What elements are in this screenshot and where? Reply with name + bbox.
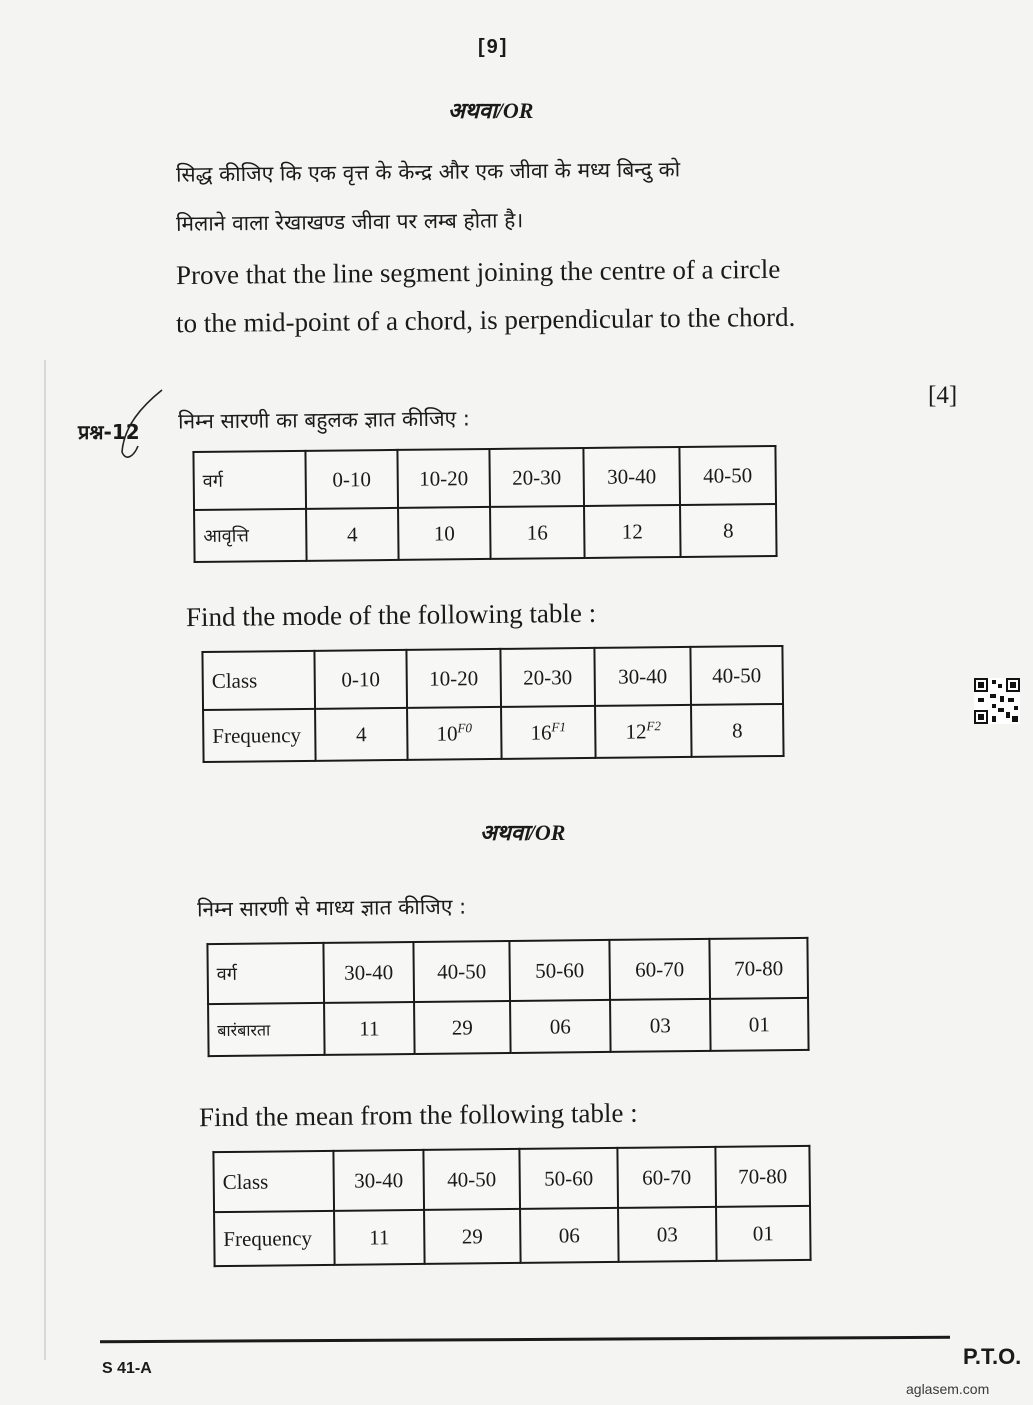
paper-code: S 41-A [102, 1360, 152, 1374]
table-cell: 03 [618, 1207, 717, 1262]
table-cell: 06 [520, 1208, 619, 1263]
table-row [208, 998, 809, 1056]
table-cell: 20-30 [489, 448, 584, 507]
handwritten-tick-mark [112, 386, 172, 466]
table-row [213, 1146, 810, 1212]
table-cell: 20-30 [500, 648, 595, 707]
table-row [202, 646, 783, 710]
page-number: [9] [478, 36, 509, 58]
table-row-label: Frequency [203, 709, 316, 762]
hindi-question-text: निम्न सारणी से माध्य ज्ञात कीजिए : [196, 894, 467, 922]
table-row-label: Class [213, 1151, 334, 1212]
cell-value: 10 [436, 721, 458, 746]
pto-label: P.T.O. [963, 1344, 1022, 1369]
page-margin-shadow [44, 360, 46, 1360]
table-row [193, 446, 776, 510]
mean-table-hindi [206, 937, 809, 1057]
table-cell: 8 [680, 504, 777, 557]
cell-value: 16 [530, 720, 552, 745]
table-cell: 29 [414, 1001, 511, 1054]
table-cell [407, 707, 502, 760]
table-row [203, 704, 784, 762]
english-question-text: to the mid-point of a chord, is perpendicular to the chord. [175, 301, 796, 339]
qr-code [974, 678, 1020, 724]
table-cell: 30-40 [583, 447, 680, 506]
table-cell: 40-50 [679, 446, 776, 505]
english-question-text: Find the mean from the following table : [198, 1097, 638, 1133]
mean-table-english [212, 1145, 811, 1267]
table-row-label: Frequency [214, 1211, 335, 1266]
table-cell: 10-20 [406, 649, 501, 708]
table-cell: 4 [306, 508, 399, 561]
handwritten-annotation: F0 [457, 720, 473, 736]
cell-value: 4 [355, 722, 367, 747]
or-heading: अथवा/OR [448, 98, 534, 123]
hindi-question-text: मिलाने वाला रेखाखण्ड जीवा पर लम्ब होता है। [175, 208, 524, 236]
table-row-label: वर्ग [193, 451, 306, 510]
or-heading: अथवा/OR [480, 820, 566, 845]
table-cell: 40-50 [413, 941, 510, 1002]
marks-label: [4] [928, 382, 958, 409]
table-cell: 06 [510, 1000, 611, 1053]
hindi-question-text: निम्न सारणी का बहुलक ज्ञात कीजिए : [177, 406, 471, 434]
table-cell: 40-50 [423, 1149, 520, 1210]
table-cell: 01 [716, 1206, 811, 1261]
watermark-text: aglasem.com [906, 1381, 990, 1397]
table-cell [595, 705, 692, 758]
table-row [214, 1206, 811, 1266]
mode-table-hindi [192, 445, 777, 563]
table-cell: 70-80 [715, 1146, 810, 1207]
handwritten-annotation: F1 [551, 719, 567, 735]
table-cell: 0-10 [305, 450, 398, 509]
table-cell [691, 704, 784, 757]
handwritten-annotation: F2 [646, 718, 662, 734]
cell-value: 8 [731, 718, 743, 743]
table-cell: 10 [398, 507, 491, 560]
table-row [194, 504, 777, 562]
table-row [207, 938, 808, 1004]
table-cell: 60-70 [617, 1147, 716, 1208]
english-question-text: Find the mode of the following table : [185, 597, 597, 633]
table-cell [501, 706, 596, 759]
mode-table-english [201, 645, 784, 763]
english-question-text: Prove that the line segment joining the centre of a circle [175, 253, 781, 291]
table-cell: 30-40 [594, 647, 691, 706]
question-number: प्रश्न-12 [78, 420, 140, 444]
footer-divider [100, 1336, 950, 1343]
table-cell: 30-40 [333, 1150, 424, 1211]
table-row-label: आवृत्ति [194, 509, 307, 562]
table-cell: 70-80 [709, 938, 808, 999]
table-cell: 40-50 [690, 646, 783, 705]
table-cell: 29 [424, 1209, 521, 1264]
table-cell: 16 [490, 506, 585, 559]
hindi-question-text: सिद्ध कीजिए कि एक वृत्त के केन्द्र और एक जीवा के मध्य बिन्दु को [175, 157, 681, 187]
table-row-label: Class [202, 651, 315, 710]
cell-value: 12 [625, 719, 647, 744]
table-cell: 0-10 [314, 650, 407, 709]
table-cell: 10-20 [397, 449, 490, 508]
table-cell: 11 [324, 1002, 415, 1055]
table-cell: 12 [584, 505, 681, 558]
table-row-label: बारंबारता [208, 1003, 325, 1056]
table-cell: 03 [610, 999, 711, 1052]
table-cell: 30-40 [323, 942, 414, 1003]
table-cell: 01 [710, 998, 809, 1051]
table-cell: 50-60 [519, 1148, 618, 1209]
table-cell: 11 [334, 1210, 425, 1265]
table-row-label: वर्ग [207, 943, 324, 1004]
table-cell: 60-70 [609, 939, 710, 1000]
table-cell [315, 708, 408, 761]
table-cell: 50-60 [509, 940, 610, 1001]
